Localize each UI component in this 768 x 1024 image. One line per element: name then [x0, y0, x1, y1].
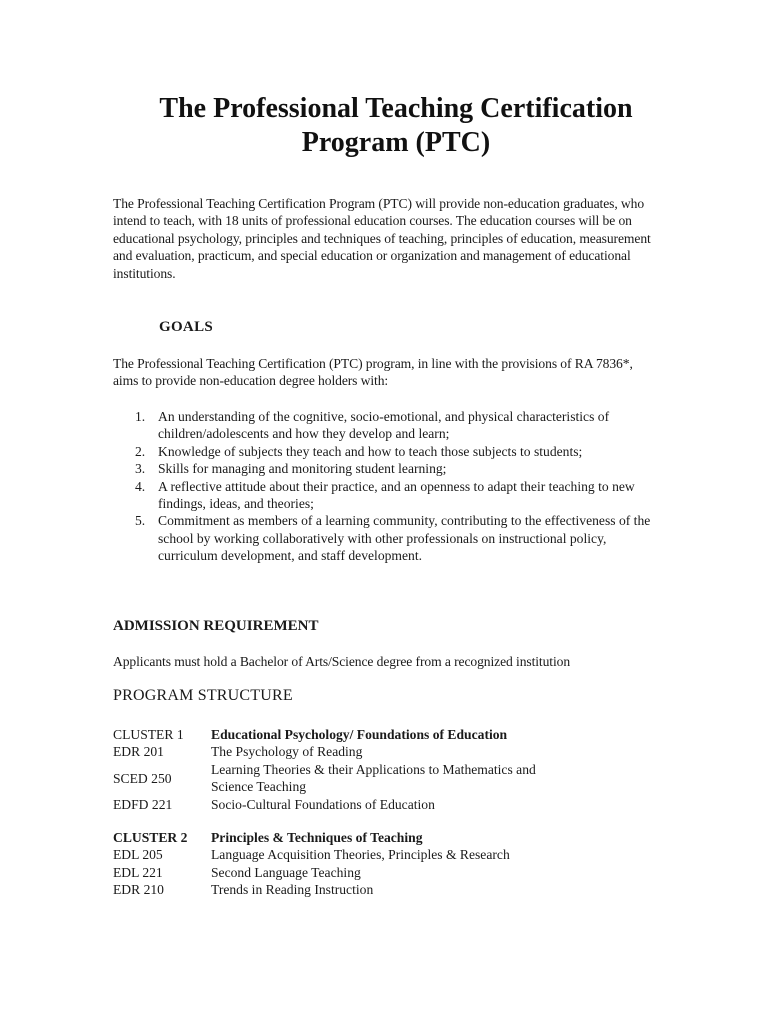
goals-intro-paragraph: The Professional Teaching Certification (PTC) program, in line with the provisions of RA 7836*, aims to provide non-education degree holders with: [113, 356, 633, 389]
course-code: EDL 205 [113, 847, 163, 863]
goals-list [113, 408, 658, 565]
list-item-number: 1. [135, 409, 146, 424]
admission-heading: ADMISSION REQUIREMENT [113, 618, 319, 634]
course-name: Second Language Teaching [211, 864, 361, 880]
course-code: EDFD 221 [113, 796, 173, 812]
cluster-code: CLUSTER 1 [113, 727, 184, 742]
course-code: EDL 221 [113, 864, 163, 880]
cluster-title: Educational Psychology/ Foundations of Education [211, 727, 508, 742]
cluster-2-table [113, 829, 673, 899]
list-item-text: Skills for managing and monitoring student learning; [158, 461, 447, 477]
list-item-text: Knowledge of subjects they teach and how to teach those subjects to students; [158, 443, 583, 459]
table-row [113, 761, 673, 796]
list-item [113, 408, 658, 443]
goals-heading: GOALS [159, 319, 214, 335]
course-code: SCED 250 [113, 770, 172, 786]
table-row [113, 864, 673, 881]
list-item-text: A reflective attitude about their practice, and an openness to adapt their teaching to new findings, ideas, and theories; [158, 478, 635, 512]
table-row [113, 846, 673, 863]
course-code: EDR 201 [113, 744, 164, 760]
list-item-number: 4. [135, 478, 146, 494]
cluster-1-table [113, 726, 673, 813]
list-item [113, 460, 658, 477]
admission-text: Applicants must hold a Bachelor of Arts/Science degree from a recognized institution [113, 654, 571, 669]
list-item-number: 3. [135, 461, 146, 477]
list-item [113, 512, 658, 564]
program-structure-heading: PROGRAM STRUCTURE [113, 687, 293, 704]
cluster-code: CLUSTER 2 [113, 830, 188, 845]
course-name: Socio-Cultural Foundations of Education [211, 796, 435, 812]
cluster-title: Principles & Techniques of Teaching [211, 830, 423, 845]
table-row [113, 743, 673, 760]
document-title [80, 92, 712, 160]
table-row [113, 881, 673, 898]
course-name: The Psychology of Reading [211, 744, 363, 760]
cluster-header-row [113, 726, 673, 743]
list-item-number: 5. [135, 513, 146, 529]
list-item [113, 443, 658, 460]
course-name: Learning Theories & their Applications to Mathematics and Science Teaching [211, 761, 536, 795]
list-item-text: Commitment as members of a learning community, contributing to the effectiveness of the school by working collaboratively with other professionals on instructional policy, curriculum development, and staff development. [158, 513, 651, 564]
cluster-header-row [113, 829, 673, 846]
title-line-2: Program (PTC) [301, 127, 491, 158]
course-name: Language Acquisition Theories, Principles & Research [211, 847, 510, 863]
title-line-1: The Professional Teaching Certification [159, 93, 633, 124]
list-item [113, 478, 658, 513]
course-code: EDR 210 [113, 882, 164, 898]
course-name: Trends in Reading Instruction [211, 882, 374, 898]
list-item-text: An understanding of the cognitive, socio-emotional, and physical characteristics of children/adolescents and how they develop and learn; [158, 409, 610, 442]
table-row [113, 796, 673, 813]
intro-paragraph: The Professional Teaching Certification Program (PTC) will provide non-education graduates, who intend to teach, with 18 units of professional education courses. The education courses will be on educational psychology, principles and techniques of teaching, principles of education, measurement and evaluation, practicum, and special education or organization and management of educational institutions. [113, 196, 651, 281]
list-item-number: 2. [135, 443, 146, 459]
